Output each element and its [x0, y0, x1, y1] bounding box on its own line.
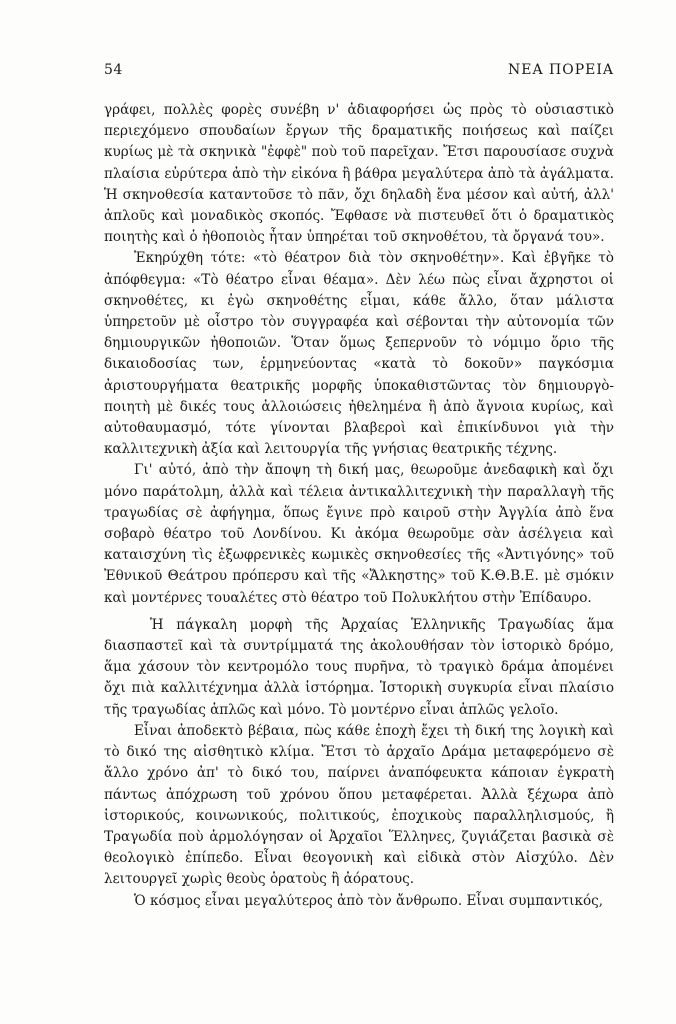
- paragraph-continuation: γράφει, πολλὲς φορὲς συνέβη ν' ἀδιαφορήσει ὡς πρὸς τὸ οὐσιαστικὸ περιεχόμενο σπουδαίων ἔργων τῆς δραματικῆς ποιήσεως καὶ παίζει κυρίως μὲ τὰ σκηνικὰ "ἐφφὲ" ποὺ τοῦ παρεῖχαν. Ἔτσι παρουσίασε συχνὰ πλαίσια εὐρύτερα ἀπὸ τὴν εἰκόνα ἢ βάθρα μεγαλύτερα ἀπὸ τὰ ἀγάλματα. Ἡ σκηνοθεσία καταντοῦσε τὸ πᾶν, ὄχι δηλαδὴ ἕνα μέσον καὶ αὐτή, ἀλλ' ἁπλοῦς καὶ μοναδικὸς σκοπός. Ἔφθασε νὰ πιστευθεῖ ὅτι ὁ δραματικὸς ποιητὴς καὶ ὁ ἠθοποιὸς ἦταν ὑπηρέται τοῦ σκηνοθέτου, τὰ ὄργανά του».: [104, 102, 614, 246]
- paragraph-director-slogan: Ἐκηρύχθη τότε: «τὸ θέατρον διὰ τὸν σκηνοθέτην». Καὶ ἐβγῆκε τὸ ἀπόφθεγμα: «Τὸ θέατρο εἶναι θέαμα». Δὲν λέω πὼς εἶναι ἄχρηστοι οἱ σκηνοθέτες, κι ἐγὼ σκηνοθέτης εἶμαι, κάθε ἄλλο, ὅταν μάλιστα ὑπηρετοῦν μὲ οἶστρο τὸν συγγραφέα καὶ σέβονται τὴν αὐτονομία τῶν δημιουργικῶν ἠθοποιῶν. Ὅταν ὅμως ξεπερνοῦν τὸ νόμιμο ὅριο τῆς δικαιοδοσίας των, ἑρμηνεύοντας «κατὰ τὸ δοκοῦν» παγκόσμια ἀριστουργήματα θεατρικῆς μορφῆς ὑποκαθιστῶντας τὸν δημιουργὸ-ποιητὴ μὲ δικές τους ἀλλοιώσεις ἠθελημένα ἢ ἀπὸ ἄγνοια κυρίως, καὶ αὐτοθαυμασμό, τότε γίνονται βλαβεροὶ καὶ ἐπικίνδυνοι γιὰ τὴν καλλιτεχνικὴ ἀξία καὶ λειτουργία τῆς γνήσιας θεατρικῆς τέχνης.: [104, 250, 614, 458]
- journal-title: ΝΕΑ ΠΟΡΕΙΑ: [508, 62, 614, 78]
- body-text: [104, 100, 614, 912]
- paragraph-tragedy-adaptations: Γι' αὐτό, ἀπὸ τὴν ἄποψη τὴ δική μας, θεωροῦμε ἀνεδαφικὴ καὶ ὄχι μόνο παράτολμη, ἀλλὰ καὶ τέλεια ἀντικαλλιτεχνικὴ τὴν παραλλαγὴ τῆς τραγωδίας σὲ ἀφήγημα, ὅπως ἔγινε πρὸ καιροῦ στὴν Ἀγγλία ἀπὸ ἕνα σοβαρὸ θέατρο τοῦ Λονδίνου. Κι ἀκόμα θεωροῦμε σὰν ἀσέλγεια καὶ καταισχύνη τὶς ἐξωφρενικὲς κωμικὲς σκηνοθεσίες τῆς «Ἀντιγόνης» τοῦ Ἐθνικοῦ Θεάτρου πρόπερσυ καὶ τῆς «Ἄλκηστης» τοῦ Κ.Θ.Β.Ε. μὲ σμόκιν καὶ μοντέρνες τουαλέτες στὸ θέατρο τοῦ Πολυκλήτου στὴν Ἐπίδαυρο.: [104, 462, 614, 606]
- running-head: [104, 62, 614, 82]
- paragraph-tragic-form: Ἡ πάγκαλη μορφὴ τῆς Ἀρχαίας Ἑλληνικῆς Τραγωδίας ἅμα διασπαστεῖ καὶ τὰ συντρίμματά της ἀκολουθήσαν τὸν ἱστορικὸ δρόμο, ἅμα χάσουν τὸν κεντρομόλο τους πυρῆνα, τὸ τραγικὸ δράμα ἀπομένει ὄχι πιὰ καλλιτέχνημα ἀλλὰ ἱστόρημα. Ἱστορικὴ συγκυρία εἶναι πλαίσιο τῆς τραγωδίας ἁπλῶς καὶ μόνο. Τὸ μοντέρνο εἶναι ἁπλῶς γελοῖο.: [104, 616, 614, 718]
- page-number: 54: [104, 62, 123, 78]
- paragraph-cosmos: Ὁ κόσμος εἶναι μεγαλύτερος ἀπὸ τὸν ἄνθρωπο. Εἶναι συμπαντικός,: [134, 892, 604, 909]
- paragraph-epoch-logic: Εἶναι ἀποδεκτὸ βέβαια, πὼς κάθε ἐποχὴ ἔχει τὴ δική της λογικὴ καὶ τὸ δικό της αἰσθητικὸ κλίμα. Ἔτσι τὸ ἀρχαῖο Δράμα μεταφερόμενο σὲ ἄλλο χρόνο ἀπ' τὸ δικό του, παίρνει ἀναπόφευκτα κάποιαν ἐγκρατὴ πάντως ἀπόχρωση τοῦ χρόνου ὅπου μεταφέρεται. Ἀλλὰ ξέχωρα ἀπὸ ἱστορικούς, κοινωνικούς, πολιτικούς, ἐποχικοὺς παραλληλισμούς, ἢ Τραγωδία ποὺ ἁρμολόγησαν οἱ Ἀρχαῖοι Ἕλληνες, ζυγιάζεται βασικὰ σὲ θεολογικὸ ἐπίπεδο. Εἶναι θεογονικὴ καὶ εἰδικὰ στὸν Αἰσχύλο. Δὲν λειτουργεῖ χωρὶς θεοὺς ὁρατοὺς ἢ ἀόρατους.: [104, 722, 614, 888]
